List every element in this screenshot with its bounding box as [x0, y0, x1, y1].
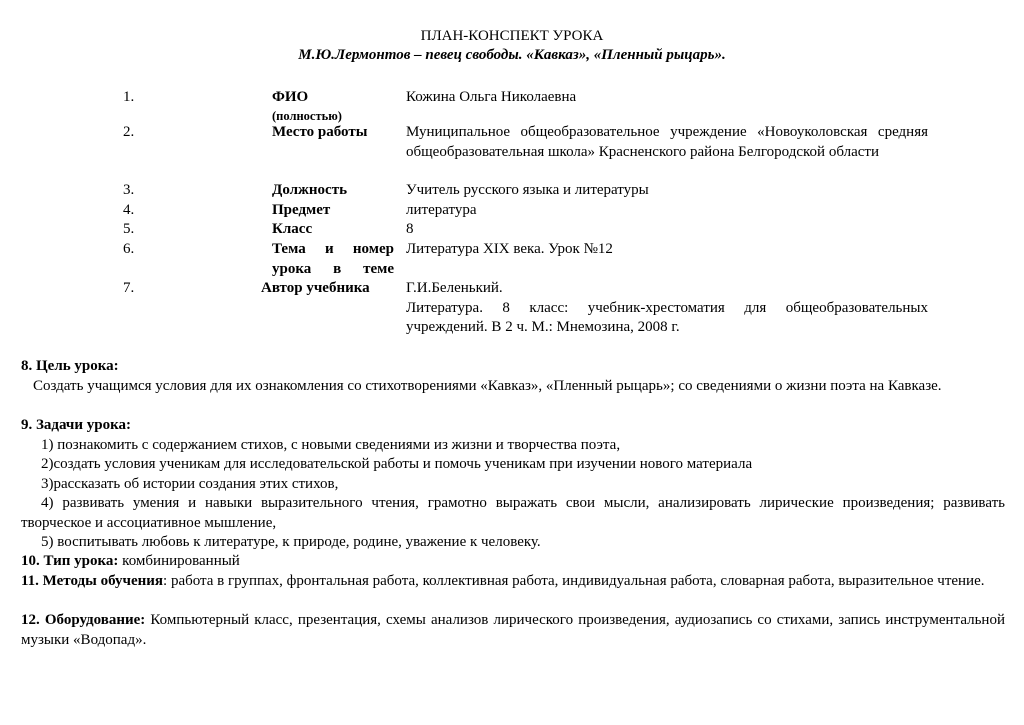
row-value: [406, 279, 928, 338]
tasks-heading: 9. Задачи урока:: [21, 417, 132, 433]
methods-text: : работа в группах, фронтальная работа, коллективная работа, индивидуальная работа, словарная работа, выразительное чтение.: [163, 573, 985, 589]
row-label: Должность: [272, 182, 348, 198]
goal-heading: 8. Цель урока:: [21, 358, 119, 374]
task-item: 2)создать условия ученикам для исследовательской работы и помочь ученикам при изучении нового материала: [41, 456, 753, 472]
document-title: ПЛАН-КОНСПЕКТ УРОКА: [420, 28, 604, 44]
row-label: Класс: [272, 221, 313, 237]
textbook-title: Литература. 8 класс: учебник-хрестоматия для общеобразовательных учреждений. В 2 ч. М.: Мнемозина, 2008 г.: [406, 299, 928, 335]
row-number: 2.: [123, 124, 135, 140]
row-label: [272, 88, 394, 124]
row-value: Учитель русского языка и литературы: [406, 182, 649, 198]
row-value: 8: [406, 221, 414, 237]
row-value: литература: [406, 202, 477, 218]
equipment-heading: 12. Оборудование:: [21, 612, 146, 628]
equipment-section: [21, 611, 1005, 650]
methods-section: [21, 572, 1005, 592]
row-number: 5.: [123, 221, 135, 237]
lesson-topic: М.Ю.Лермонтов – певец свободы. «Кавказ», «Пленный рыцарь».: [298, 47, 726, 63]
goal-text-content: Создать учащимся условия для их ознакомления со стихотворениями «Кавказ», «Пленный рыцарь»; со сведениями о жизни поэта на Кавказе.: [33, 377, 942, 394]
task-item: 5) воспитывать любовь к литературе, к природе, родине, уважение к человеку.: [41, 534, 541, 550]
row-label-note: (полностью): [272, 108, 342, 123]
lesson-type-heading: 10. Тип урока:: [21, 553, 119, 569]
row-value: Кожина Ольга Николаевна: [406, 89, 577, 105]
row-label-text: ФИО: [272, 89, 309, 105]
goal-text: [21, 377, 1005, 397]
task-item: 1) познакомить с содержанием стихов, с новыми сведениями из жизни и творчества поэта,: [41, 436, 621, 453]
row-label: Место работы: [272, 124, 368, 140]
equipment-text: Компьютерный класс, презентация, схемы анализов лирического произведения, аудиозапись со стихами, запись инструментальной музыки «Водопад».: [21, 612, 1005, 648]
row-value: Муниципальное общеобразовательное учреждение «Новоуколовская средняя общеобразовательная школа» Красненского района Белгородской области: [406, 124, 928, 160]
row-number: 3.: [123, 182, 135, 198]
row-label: Предмет: [272, 202, 331, 218]
row-label: Тема и номер урока в теме: [272, 241, 394, 277]
row-label: Автор учебника: [261, 280, 370, 296]
row-number: 4.: [123, 202, 135, 218]
task-item: 4) развивать умения и навыки выразительного чтения, грамотно выражать свои мысли, анализировать лирические произведения; развивать творческое и ассоциативное мышление,: [21, 495, 1005, 531]
lesson-type-text: комбинированный: [118, 553, 240, 569]
row-value: Литература XIX века. Урок №12: [406, 241, 613, 257]
tasks-section: [21, 416, 1005, 553]
lesson-type-section: [21, 552, 1005, 572]
goal-section: [21, 357, 1005, 396]
task-item: 3)рассказать об истории создания этих стихов,: [41, 475, 339, 492]
textbook-author: Г.И.Беленький.: [406, 280, 503, 296]
methods-heading: 11. Методы обучения: [21, 573, 164, 589]
row-number: 6.: [123, 241, 135, 257]
row-number: 1.: [123, 89, 135, 105]
row-number: 7.: [123, 280, 135, 296]
